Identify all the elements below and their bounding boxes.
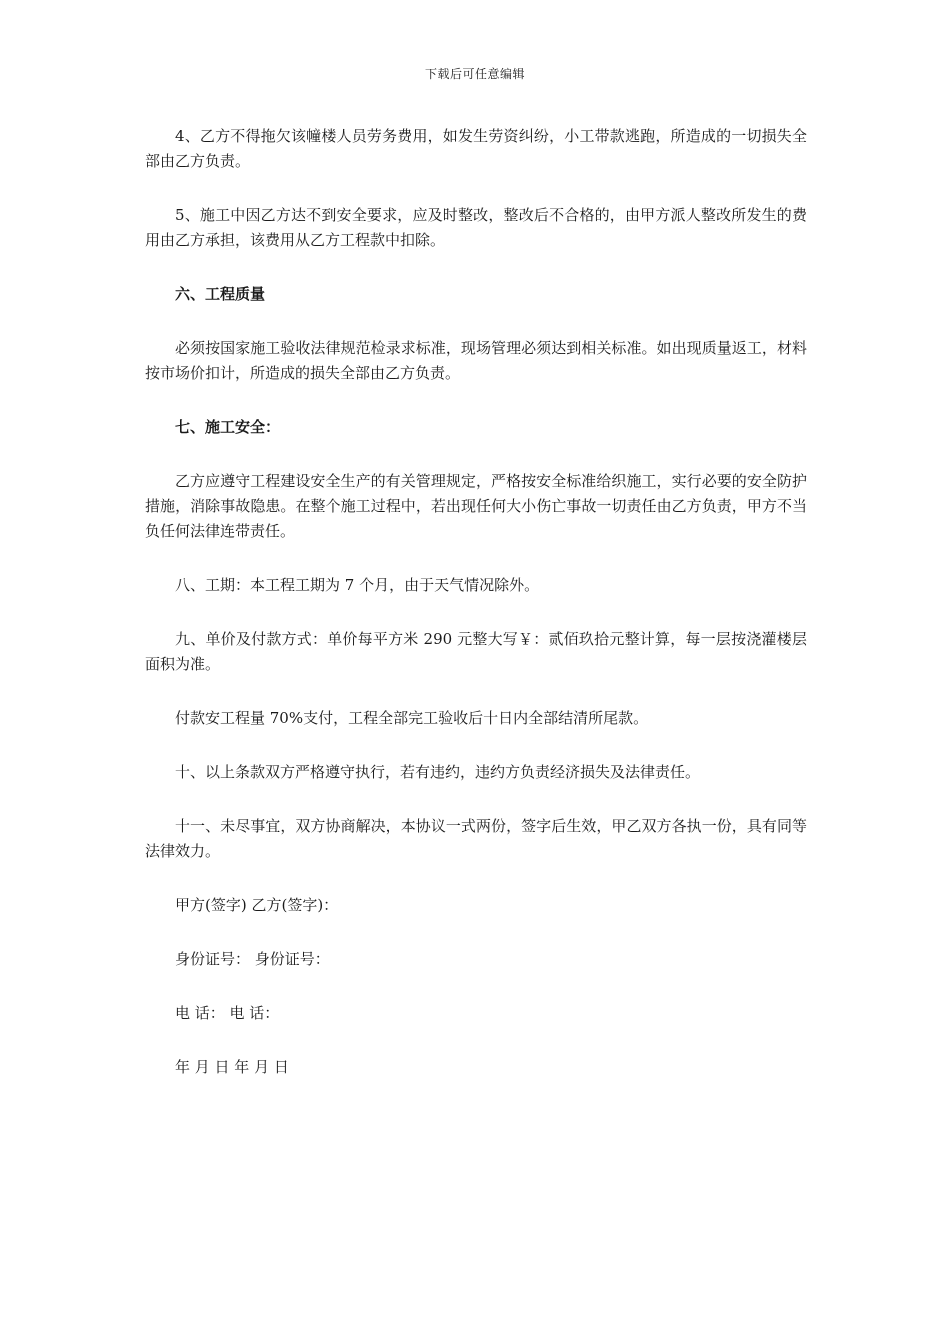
page-header-note: 下载后可任意编辑	[424, 67, 525, 81]
clause-10: 十、以上条款双方严格遵守执行，若有违约，违约方负责经济损失及法律责任。	[175, 763, 701, 781]
clause-11: 十一、未尽事宜，双方协商解决，本协议一式两份，签字后生效，甲乙双方各执一份，具有同等法律效力。	[145, 817, 807, 860]
section-heading-quality: 六、工程质量	[175, 285, 266, 303]
section-heading-safety: 七、施工安全：	[175, 418, 281, 436]
price-payment-clause: 九、单价及付款方式：单价每平方米 290 元整大写￥：贰佰玖拾元整计算，每一层按浇灌楼层面积为准。	[145, 630, 807, 673]
phone-line: 电 话： 电 话：	[175, 1004, 280, 1022]
clause-5: 5、施工中因乙方达不到安全要求，应及时整改，整改后不合格的，由甲方派人整改所发生的费用由乙方承担，该费用从乙方工程款中扣除。	[145, 206, 807, 249]
contract-body	[145, 124, 807, 1080]
payment-terms: 付款安工程量 70%支付，工程全部完工验收后十日内全部结清所尾款。	[175, 709, 649, 727]
id-number-line: 身份证号： 身份证号：	[175, 950, 330, 968]
clause-4: 4、乙方不得拖欠该幢楼人员劳务费用，如发生劳资纠纷，小工带款逃跑，所造成的一切损失全部由乙方负责。	[145, 127, 807, 170]
signature-line: 甲方(签字) 乙方(签字)：	[175, 896, 339, 914]
safety-paragraph: 乙方应遵守工程建设安全生产的有关管理规定，严格按安全标准给织施工，实行必要的安全防护措施，消除事故隐患。在整个施工过程中，若出现任何大小伤亡事故一切责任由乙方负责，甲方不当负任何法律连带责任。	[145, 472, 807, 540]
quality-paragraph: 必须按国家施工验收法律规范检录求标准，现场管理必须达到相关标准。如出现质量返工，材料按市场价扣计，所造成的损失全部由乙方负责。	[145, 339, 807, 382]
schedule-clause: 八、工期：本工程工期为 7 个月，由于天气情况除外。	[175, 576, 540, 594]
date-line: 年 月 日 年 月 日	[175, 1058, 289, 1076]
